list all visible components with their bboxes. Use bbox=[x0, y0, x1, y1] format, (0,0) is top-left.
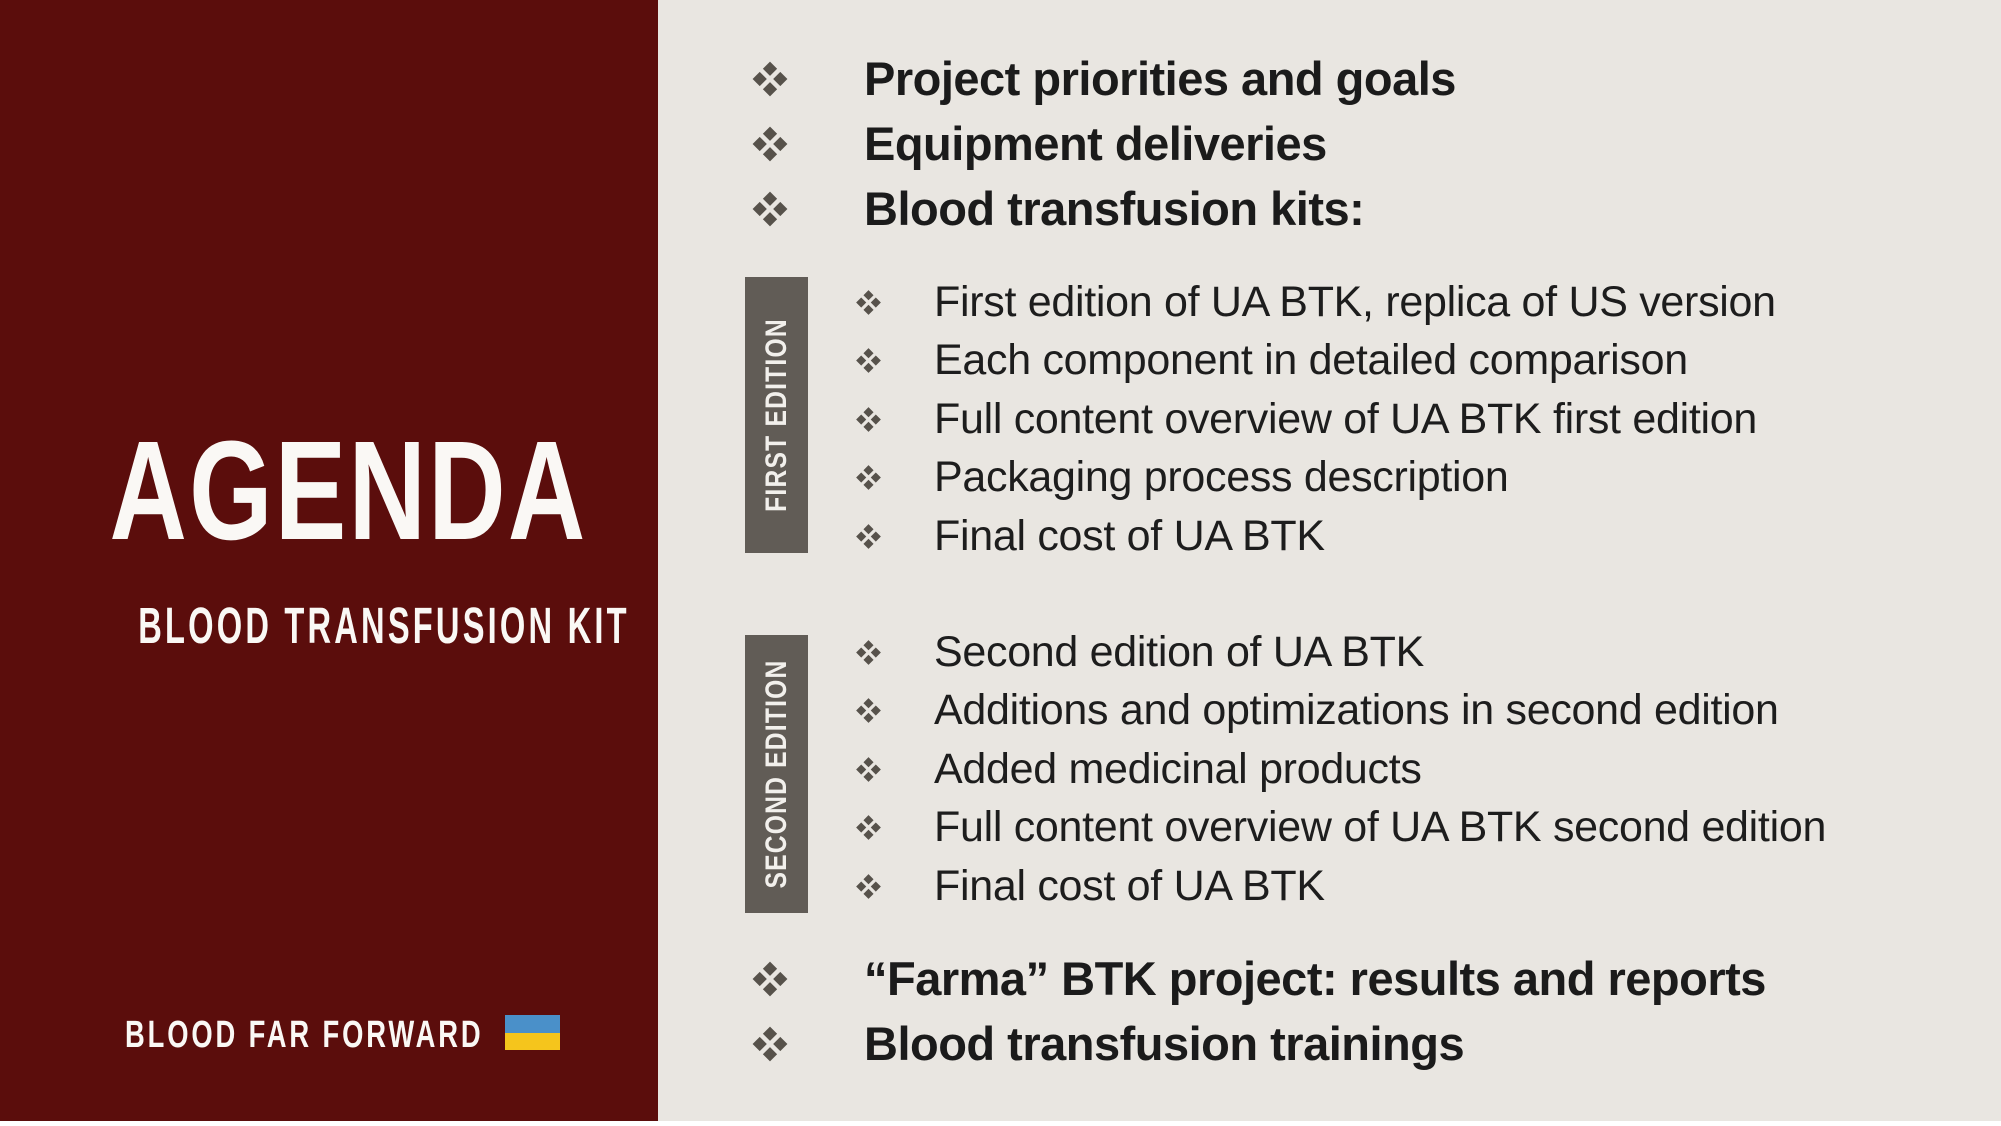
agenda-top-list bbox=[745, 46, 1456, 241]
agenda-subitem bbox=[851, 332, 1776, 391]
agenda-subitem bbox=[851, 449, 1776, 508]
second-edition-list bbox=[851, 623, 1826, 916]
diamond-bullet-icon bbox=[851, 873, 934, 900]
agenda-subitem bbox=[851, 857, 1826, 916]
sidebar bbox=[0, 0, 658, 1121]
agenda-subitem-label: Final cost of UA BTK bbox=[934, 861, 1325, 910]
agenda-item-label: Blood transfusion trainings bbox=[864, 1017, 1465, 1070]
diamond-bullet-icon bbox=[851, 697, 934, 724]
agenda-item bbox=[745, 46, 1456, 111]
flag-blue-stripe bbox=[505, 1015, 560, 1033]
page-subtitle-text: BLOOD TRANSFUSION KIT bbox=[138, 597, 630, 654]
page-title bbox=[0, 411, 658, 569]
agenda-subitem-label: Additions and optimizations in second edition bbox=[934, 686, 1779, 735]
agenda-subitem bbox=[851, 507, 1776, 566]
footer-brand-text: BLOOD FAR FORWARD bbox=[125, 1014, 484, 1056]
page-title-text: AGENDA bbox=[109, 411, 588, 569]
diamond-bullet-icon bbox=[851, 464, 934, 491]
diamond-bullet-icon bbox=[851, 289, 934, 316]
diamond-bullet-icon bbox=[851, 523, 934, 550]
agenda-item-label: Equipment deliveries bbox=[864, 117, 1327, 170]
agenda-item bbox=[745, 176, 1456, 241]
agenda-item bbox=[745, 946, 1766, 1011]
diamond-bullet-icon bbox=[851, 814, 934, 841]
agenda-item-label: Project priorities and goals bbox=[864, 52, 1456, 105]
diamond-bullet-icon bbox=[851, 756, 934, 783]
agenda-item bbox=[745, 1011, 1766, 1076]
section-tab-label bbox=[760, 634, 794, 913]
diamond-bullet-icon bbox=[745, 1025, 864, 1063]
section-tab-second-edition bbox=[745, 635, 808, 913]
diamond-bullet-icon bbox=[745, 190, 864, 228]
agenda-subitem-label: Final cost of UA BTK bbox=[934, 511, 1325, 560]
section-tab-label-text: FIRST EDITION bbox=[759, 318, 793, 512]
agenda-subitem bbox=[851, 682, 1826, 741]
agenda-subitem-label: Second edition of UA BTK bbox=[934, 627, 1424, 676]
diamond-bullet-icon bbox=[745, 60, 864, 98]
diamond-bullet-icon bbox=[851, 639, 934, 666]
agenda-subitem-label: Packaging process description bbox=[934, 453, 1509, 502]
slide-bottom-edge bbox=[0, 1121, 2001, 1126]
agenda-subitem bbox=[851, 623, 1826, 682]
agenda-bottom-list bbox=[745, 946, 1766, 1076]
section-tab-label-text: SECOND EDITION bbox=[759, 659, 793, 889]
agenda-item-label: “Farma” BTK project: results and reports bbox=[864, 952, 1766, 1005]
ukraine-flag-icon bbox=[505, 1015, 560, 1050]
page-subtitle bbox=[0, 598, 658, 654]
diamond-bullet-icon bbox=[851, 347, 934, 374]
agenda-subitem-label: Full content overview of UA BTK first edition bbox=[934, 394, 1757, 443]
agenda-subitem-label: Each component in detailed comparison bbox=[934, 336, 1688, 385]
agenda-subitem-label: Added medicinal products bbox=[934, 744, 1422, 793]
agenda-subitem bbox=[851, 390, 1776, 449]
agenda-subitem-label: Full content overview of UA BTK second edition bbox=[934, 803, 1827, 852]
agenda-item-label: Blood transfusion kits: bbox=[864, 182, 1365, 235]
section-tab-first-edition bbox=[745, 277, 808, 553]
section-tab-label bbox=[760, 297, 794, 533]
agenda-subitem bbox=[851, 273, 1776, 332]
first-edition-list bbox=[851, 273, 1776, 566]
agenda-subitem-label: First edition of UA BTK, replica of US version bbox=[934, 277, 1776, 326]
agenda-subitem bbox=[851, 740, 1826, 799]
agenda-subitem bbox=[851, 799, 1826, 858]
diamond-bullet-icon bbox=[745, 960, 864, 998]
agenda-item bbox=[745, 111, 1456, 176]
flag-yellow-stripe bbox=[505, 1033, 560, 1051]
diamond-bullet-icon bbox=[851, 406, 934, 433]
diamond-bullet-icon bbox=[745, 125, 864, 163]
